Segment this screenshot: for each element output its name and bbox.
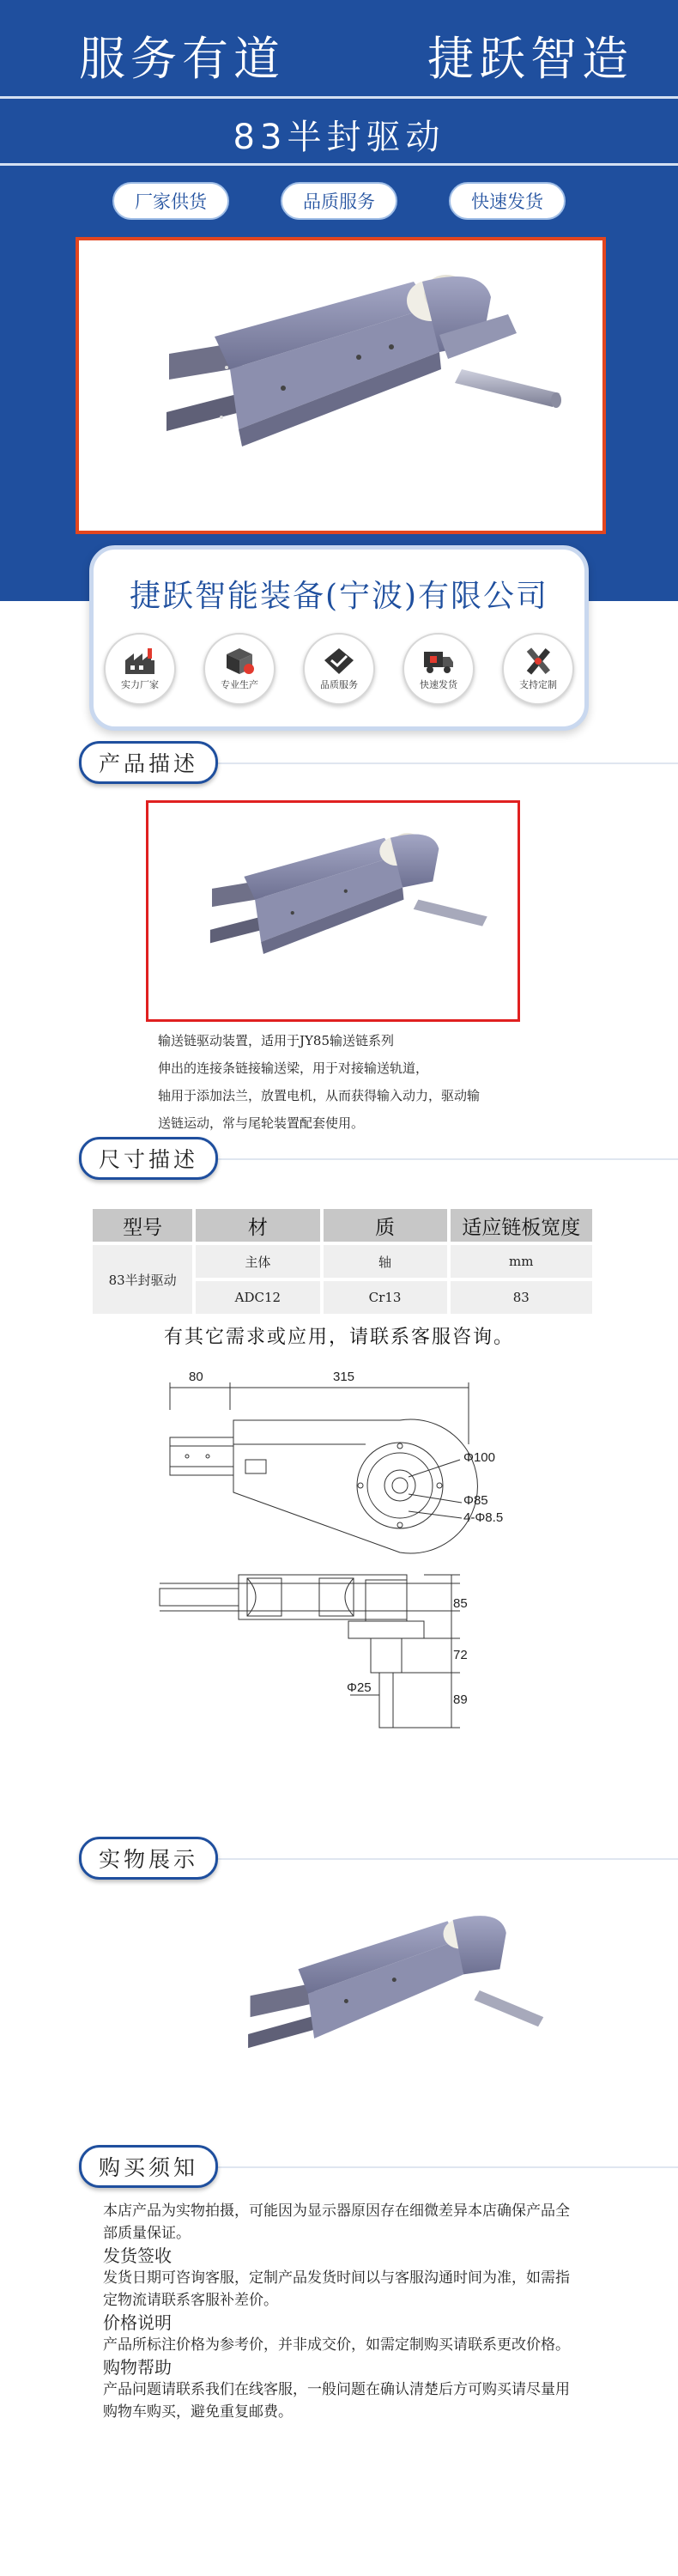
section-header-real: 实物展示 (79, 1837, 218, 1880)
notice-title: 发货签收 (103, 2245, 172, 2266)
section-header-size: 尺寸描述 (79, 1137, 218, 1180)
feature-strength-factory (104, 633, 176, 705)
notice-body: 产品所标注价格为参考价，并非成交价，如需定制购买请联系更改价格。 (103, 2336, 570, 2354)
dimension-label: Φ25 (347, 1680, 372, 1695)
notice-body: 产品问题请联系我们在线客服，一般问题在确认清楚后方可购买请尽量用购物车购买，避免重复邮费。 (103, 2381, 570, 2421)
product-title: 83半封驱动 (233, 118, 445, 157)
conveyor-drive-illustration (148, 803, 518, 1019)
hero-slogan (0, 22, 678, 88)
real-product-photo (197, 1889, 575, 2069)
size-note: 有其它需求或应用，请联系客服咨询。 (163, 1327, 514, 1348)
tag-quality-service: 品质服务 (281, 182, 397, 220)
description-text (158, 1027, 587, 1137)
company-name: 捷跃智能装备(宁波)有限公司 (129, 579, 549, 614)
notice-intro: 本店产品为实物拍摄，可能因为显示器原因存在细微差异本店确保产品全部质量保证。 (103, 2202, 570, 2242)
slogan-left: 服务有道 (79, 32, 285, 86)
feature-label: 实力厂家 (121, 679, 159, 690)
column-header: 质 (324, 1209, 447, 1242)
notice-body: 发货日期可咨询客服，定制产品发货时间以与客服沟通时间为准，如需指定物流请联系客服补差价。 (103, 2269, 570, 2309)
notice-title: 购物帮助 (103, 2357, 172, 2378)
description-line: 轴用于添加法兰，放置电机，从而获得输入动力，驱动输 (158, 1088, 481, 1103)
slogan-right: 捷跃智造 (427, 32, 633, 86)
feature-label: 品质服务 (320, 679, 358, 690)
diamond-icon (321, 647, 357, 676)
table-header-row (93, 1209, 592, 1242)
section-rule (215, 2166, 678, 2168)
table-cell: 主体 (196, 1245, 319, 1278)
column-header: 适应链板宽度 (451, 1209, 592, 1242)
table-cell: mm (451, 1245, 592, 1278)
description-product-photo (146, 800, 520, 1022)
dimension-label: 89 (453, 1692, 468, 1707)
conveyor-drive-illustration (79, 240, 602, 531)
column-header: 型号 (93, 1209, 192, 1242)
section-rule (215, 1858, 678, 1860)
delivery-truck-icon (421, 647, 457, 676)
company-card (89, 545, 589, 731)
customize-tools-icon (520, 647, 556, 676)
column-header: 材 (196, 1209, 319, 1242)
factory-icon (122, 647, 158, 676)
table-row (93, 1245, 592, 1278)
description-line: 送链运动，常与尾轮装置配套使用。 (158, 1115, 365, 1131)
feature-label: 专业生产 (221, 679, 258, 690)
section-header-notice: 购买须知 (79, 2145, 218, 2188)
dimension-label: 85 (453, 1596, 468, 1611)
table-cell-model: 83半封驱动 (93, 1245, 192, 1314)
tag-fast-delivery: 快速发货 (449, 182, 566, 220)
feature-label: 快速发货 (420, 679, 457, 690)
description-line: 伸出的连接条链接输送梁，用于对接输送轨道， (158, 1060, 429, 1076)
divider (0, 96, 678, 99)
technical-drawing (151, 1358, 520, 1762)
table-cell: 83 (451, 1281, 592, 1314)
tag-row (0, 182, 678, 220)
feature-professional-production (203, 633, 275, 705)
hero-banner (0, 0, 678, 601)
dimension-label: 80 (189, 1370, 203, 1384)
table-cell: 轴 (324, 1245, 447, 1278)
dimension-label: Φ100 (463, 1450, 495, 1465)
feature-label: 支持定制 (519, 679, 557, 690)
section-rule (215, 762, 678, 764)
boxes-icon (221, 647, 257, 676)
dimension-label: Φ85 (463, 1493, 488, 1508)
dimension-label: 4-Φ8.5 (463, 1510, 504, 1525)
hero-product-photo (76, 237, 606, 534)
feature-fast-delivery (403, 633, 475, 705)
feature-row (94, 633, 584, 705)
dimension-label: 315 (333, 1370, 355, 1384)
table-cell: ADC12 (196, 1281, 319, 1314)
feature-quality-service (303, 633, 375, 705)
feature-customization (502, 633, 574, 705)
size-table (89, 1206, 596, 1317)
purchase-notice (103, 2200, 582, 2423)
divider (0, 163, 678, 166)
notice-title: 价格说明 (103, 2312, 172, 2333)
dimension-label: 72 (453, 1648, 468, 1662)
section-rule (215, 1158, 678, 1160)
tag-factory-supply: 厂家供货 (112, 182, 229, 220)
section-header-description: 产品描述 (79, 741, 218, 784)
table-cell: Cr13 (324, 1281, 447, 1314)
description-line: 输送链驱动装置，适用于JY85输送链系列 (158, 1033, 395, 1048)
